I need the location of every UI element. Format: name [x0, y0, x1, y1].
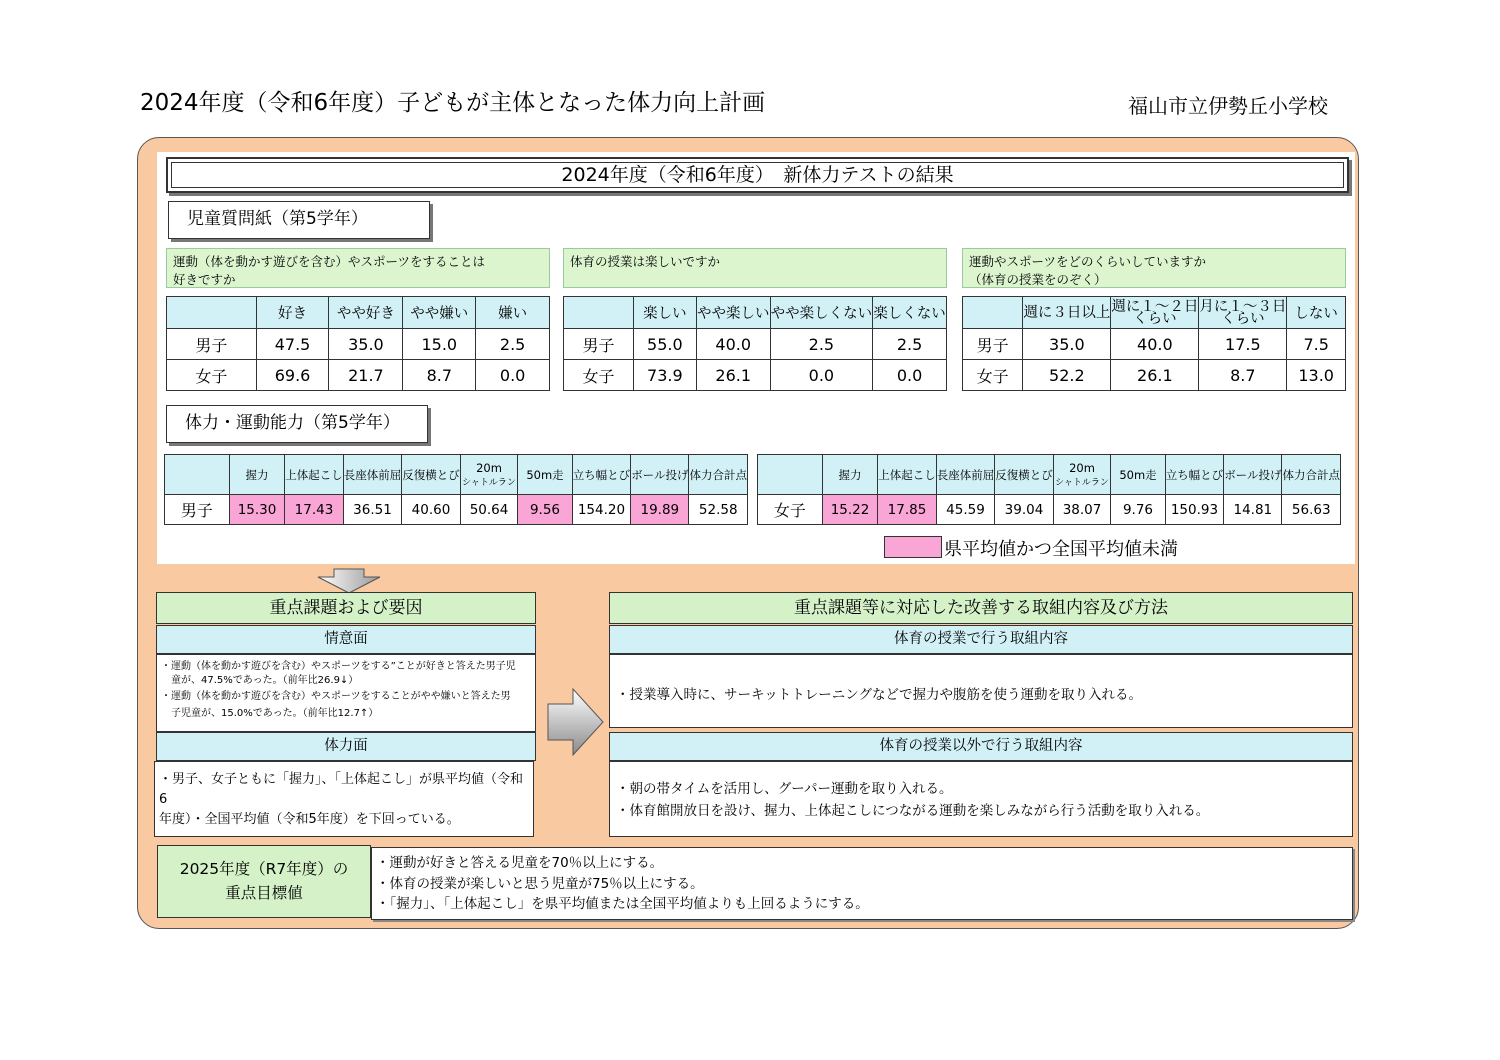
question-box-2 — [563, 248, 947, 288]
table-header — [1023, 297, 1111, 329]
ability-cell: 14.81 — [1224, 495, 1282, 525]
table-cell: 35.0 — [1023, 329, 1111, 360]
table-cell: 69.6 — [256, 360, 329, 391]
table-cell: 0.0 — [873, 360, 947, 391]
row-label: 女子 — [564, 360, 634, 391]
row-label: 男子 — [167, 329, 257, 360]
question-text: 好きですか — [173, 272, 236, 287]
goal-line: ・運動が好きと答える児童を70％以上にする。 — [376, 855, 664, 871]
ability-cell: 45.59 — [936, 495, 995, 525]
question-text: 運動（体を動かす遊びを含む）やスポーツをすることは — [173, 254, 486, 269]
ability-cell: 19.89 — [631, 495, 689, 525]
school-name: 福山市立伊勢丘小学校 — [1128, 94, 1328, 118]
goal-label-line: 2025年度（R7年度）の — [179, 860, 349, 878]
survey-table-1 — [166, 296, 550, 391]
table-cell: 26.1 — [1111, 360, 1199, 391]
table-header: 立ち幅とび — [572, 455, 631, 495]
goal-line: ・「握力」、「上体起こし」を県平均値または全国平均値よりも上回るようにする。 — [376, 896, 869, 912]
ability-cell: 39.04 — [995, 495, 1054, 525]
ability-cell: 40.60 — [402, 495, 461, 525]
legend-text: 県平均値かつ全国平均値未満 — [944, 539, 1178, 560]
table-header-text: 週に１～２日 — [1111, 298, 1199, 315]
table-header: 体力合計点 — [1282, 455, 1341, 495]
table-header: ボール投げ — [631, 455, 689, 495]
table-cell: 52.2 — [1023, 360, 1111, 391]
table-cell: 21.7 — [329, 360, 403, 391]
right-arrow-icon — [547, 688, 605, 756]
question-text: 運動やスポーツをどのくらいしていますか — [969, 254, 1207, 269]
down-arrow-icon — [316, 568, 382, 594]
body-line: ・体育館開放日を設け、握力、上体起こしにつながる運動を楽しみながら行う活動を取り入れる。 — [616, 803, 1210, 819]
table-header: 50m走 — [1111, 455, 1165, 495]
ability-cell: 150.93 — [1165, 495, 1224, 525]
outside-class-body — [609, 761, 1353, 837]
table-header — [1053, 455, 1111, 495]
goal-line: ・体育の授業が楽しいと思う児童が75％以上にする。 — [376, 875, 704, 892]
question-text: （体育の授業をのぞく） — [969, 272, 1107, 287]
table-header-blank — [564, 297, 634, 329]
table-header: 長座体前屈 — [343, 455, 402, 495]
measures-heading: 重点課題等に対応した改善する取組内容及び方法 — [609, 592, 1353, 624]
row-label: 女子 — [167, 360, 257, 391]
issues-heading: 重点課題および要因 — [156, 592, 536, 624]
table-cell: 8.7 — [403, 360, 476, 391]
row-label: 男子 — [963, 329, 1023, 360]
table-cell: 73.9 — [633, 360, 696, 391]
outside-class-heading: 体育の授業以外で行う取組内容 — [609, 732, 1353, 761]
table-header — [1199, 297, 1287, 329]
table-cell: 0.0 — [770, 360, 873, 391]
table-header: ボール投げ — [1224, 455, 1282, 495]
ability-cell: 17.43 — [285, 495, 344, 525]
body-line: ・運動（体を動かす遊びを含む）やスポーツをする”ことが好きと答えた男子児 — [161, 661, 516, 672]
results-title: 2024年度（令和6年度） 新体力テストの結果 — [166, 157, 1349, 193]
row-label: 男子 — [165, 495, 230, 525]
table-header-subtext: シャトルラン — [1055, 478, 1109, 488]
ability-table-girls — [757, 454, 1341, 525]
ability-cell: 56.63 — [1282, 495, 1341, 525]
table-header: やや楽しくない — [770, 297, 873, 329]
table-header-subtext: くらい — [1221, 310, 1265, 327]
pe-class-body — [609, 654, 1353, 728]
table-header: 50m走 — [518, 455, 572, 495]
body-line: ・男子、女子ともに「握力」、「上体起こし」が県平均値（令和6 — [159, 772, 524, 807]
table-header: 立ち幅とび — [1165, 455, 1224, 495]
row-label: 女子 — [758, 495, 823, 525]
table-header: 体力合計点 — [689, 455, 748, 495]
page-title: 2024年度（令和6年度）子どもが主体となった体力向上計画 — [140, 90, 766, 116]
row-label: 女子 — [963, 360, 1023, 391]
ability-cell: 52.58 — [689, 495, 748, 525]
table-header-text: 20m — [1069, 461, 1095, 475]
table-cell: 13.0 — [1287, 360, 1346, 391]
physical-heading: 体力面 — [156, 732, 536, 761]
survey-heading: 児童質問紙（第5学年） — [168, 201, 430, 239]
question-text: 体育の授業は楽しいですか — [570, 254, 721, 269]
table-header: やや好き — [329, 297, 403, 329]
table-header-blank — [165, 455, 230, 495]
table-header: 上体起こし — [285, 455, 344, 495]
table-header-blank — [758, 455, 823, 495]
ability-cell: 15.22 — [822, 495, 877, 525]
table-cell: 26.1 — [696, 360, 770, 391]
row-label: 男子 — [564, 329, 634, 360]
table-header: 楽しい — [633, 297, 696, 329]
body-line: 童が、47.5%であった。（前年比26.9↓） — [161, 674, 359, 686]
body-line: ・授業導入時に、サーキットトレーニングなどで握力や腹筋を使う運動を取り入れる。 — [616, 687, 1142, 703]
table-header: しない — [1287, 297, 1346, 329]
table-header-blank — [963, 297, 1023, 329]
ability-cell: 9.56 — [518, 495, 572, 525]
table-cell: 2.5 — [873, 329, 947, 360]
body-line: ・運動（体を動かす遊びを含む）やスポーツをすることがやや嫌いと答えた男 — [161, 691, 511, 702]
table-header-text: 月に１～３日 — [1199, 298, 1287, 315]
emotional-body — [156, 654, 536, 732]
emotional-heading: 情意面 — [156, 625, 536, 654]
table-header-subtext: シャトルラン — [462, 478, 516, 488]
table-header-text: 週に３日以上 — [1023, 304, 1111, 321]
physical-body — [154, 761, 534, 837]
legend-swatch — [884, 536, 942, 558]
body-line: ・朝の帯タイムを活用し、グーパー運動を取り入れる。 — [616, 781, 953, 797]
table-cell: 55.0 — [633, 329, 696, 360]
ability-table-boys — [164, 454, 748, 525]
table-cell: 2.5 — [476, 329, 550, 360]
table-cell: 40.0 — [1111, 329, 1199, 360]
table-header — [460, 455, 518, 495]
goal-label — [157, 845, 371, 918]
ability-cell: 15.30 — [229, 495, 284, 525]
goal-body — [371, 847, 1353, 920]
table-header: 楽しくない — [873, 297, 947, 329]
survey-table-2 — [563, 296, 947, 391]
body-line: 年度）・全国平均値（令和5年度）を下回っている。 — [159, 812, 460, 827]
question-box-3 — [962, 248, 1346, 288]
table-header: 長座体前屈 — [936, 455, 995, 495]
table-header: 反復横とび — [995, 455, 1054, 495]
table-header: やや嫌い — [403, 297, 476, 329]
table-cell: 8.7 — [1199, 360, 1287, 391]
table-header-blank — [167, 297, 257, 329]
ability-cell: 38.07 — [1053, 495, 1111, 525]
pe-class-heading: 体育の授業で行う取組内容 — [609, 625, 1353, 654]
table-header: 握力 — [822, 455, 877, 495]
question-box-1 — [166, 248, 550, 288]
table-header-text: 20m — [476, 461, 502, 475]
ability-cell: 50.64 — [460, 495, 518, 525]
table-header: 握力 — [229, 455, 284, 495]
table-header: 嫌い — [476, 297, 550, 329]
survey-table-3 — [962, 296, 1346, 391]
table-header: 反復横とび — [402, 455, 461, 495]
table-cell: 35.0 — [329, 329, 403, 360]
table-header: 好き — [256, 297, 329, 329]
table-header: やや楽しい — [696, 297, 770, 329]
table-cell: 40.0 — [696, 329, 770, 360]
table-cell: 7.5 — [1287, 329, 1346, 360]
table-cell: 17.5 — [1199, 329, 1287, 360]
table-header: 上体起こし — [878, 455, 937, 495]
ability-cell: 154.20 — [572, 495, 631, 525]
ability-cell: 9.76 — [1111, 495, 1165, 525]
goal-label-line: 重点目標値 — [225, 884, 303, 902]
table-cell: 0.0 — [476, 360, 550, 391]
body-line: 子児童が、15.0%であった。（前年比12.7↑） — [161, 707, 379, 719]
table-cell: 47.5 — [256, 329, 329, 360]
table-cell: 15.0 — [403, 329, 476, 360]
ability-cell: 17.85 — [878, 495, 937, 525]
ability-heading: 体力・運動能力（第5学年） — [166, 405, 428, 443]
table-header-subtext: くらい — [1133, 310, 1177, 327]
table-header — [1111, 297, 1199, 329]
table-cell: 2.5 — [770, 329, 873, 360]
ability-cell: 36.51 — [343, 495, 402, 525]
